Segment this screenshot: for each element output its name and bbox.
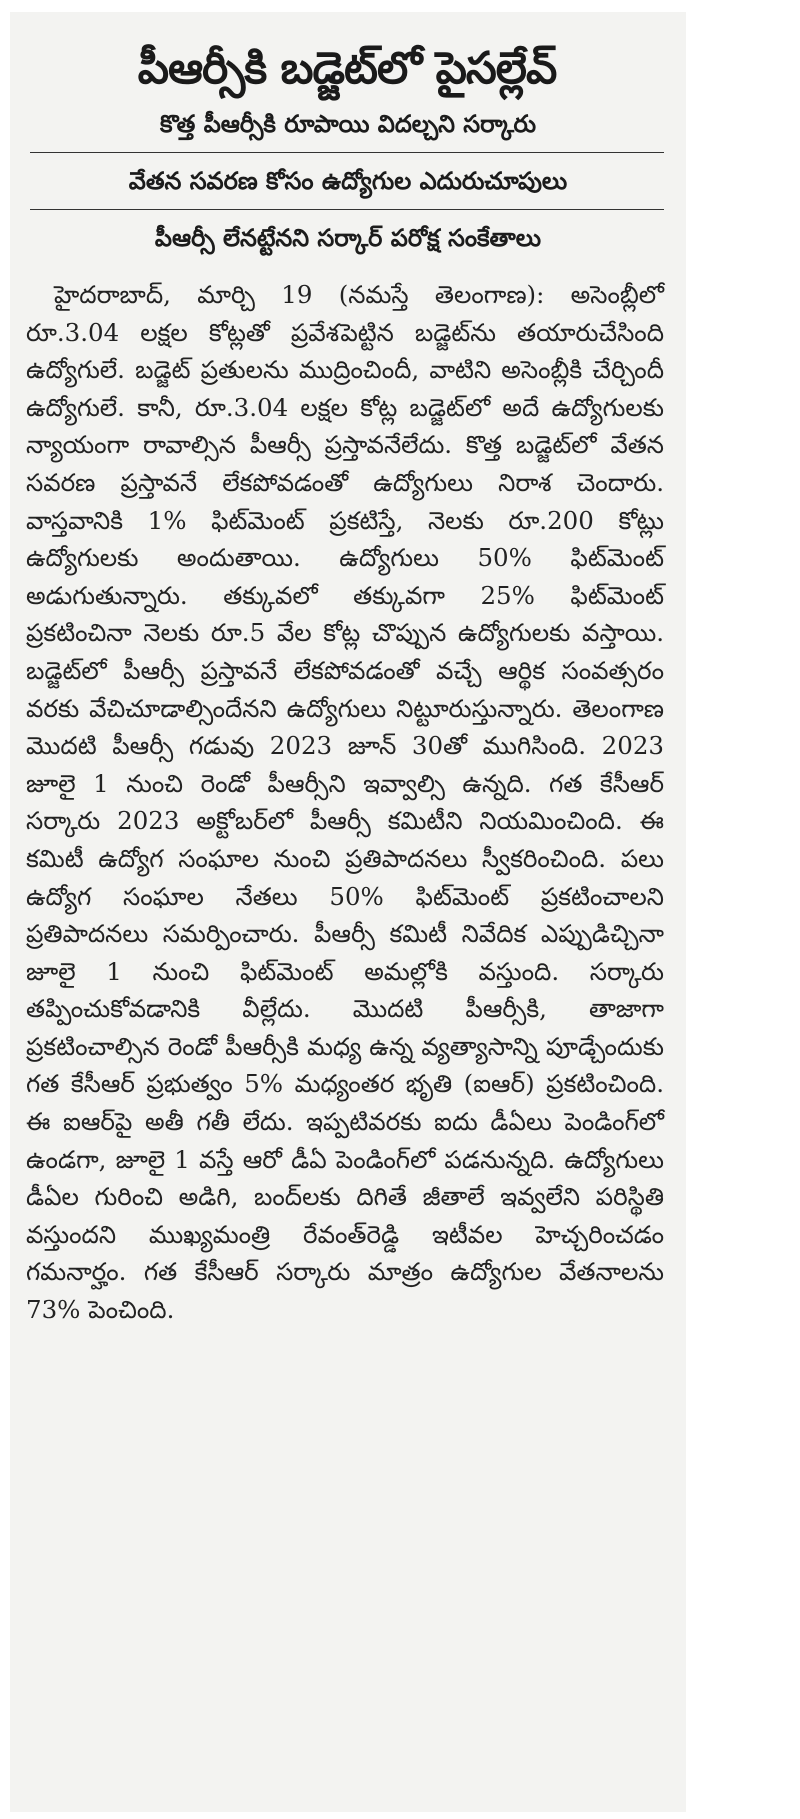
subheadline-3: పీఆర్సీ లేనట్టేనని సర్కార్ పరోక్ష సంకేతాలు <box>154 224 542 252</box>
headline: పీఆర్సీకి బడ్జెట్‌లో పైసల్లేవ్ <box>137 43 557 94</box>
newspaper-clipping <box>10 12 686 1812</box>
subheadline-1: కొత్త పీఆర్సీకి రూపాయి విదల్చని సర్కారు <box>160 110 536 138</box>
article-body <box>26 276 664 1329</box>
subheadline-2: వేతన సవరణ కోసం ఉద్యోగుల ఎదురుచూపులు <box>128 167 568 195</box>
dateline: హైదరాబాద్, మార్చి 19 (నమస్తే తెలంగాణ): <box>54 280 545 309</box>
body-text: అసెంబ్లీలో రూ.3.04 లక్షల కోట్లతో ప్రవేశపెట్టిన బడ్జెట్‌ను తయారుచేసింది ఉద్యోగులే. బడ్జెట్ ప్రతులను ముద్రించిందీ, వాటిని అసెంబ్లీకి చేర్చిందీ ఉద్యోగులే. కానీ, రూ.3.04 లక్షల కోట్ల బడ్జెట్‌లో అదే ఉద్యోగులకు న్యాయంగా రావాల్సిన పీఆర్సీ ప్రస్తావనేలేదు. కొత్త బడ్జెట్‌లో వేతన సవరణ ప్రస్తావనే లేకపోవడంతో ఉద్యోగులు నిరాశ చెందారు. వాస్తవానికి 1% ఫిట్‌మెంట్ ప్రకటిస్తే, నెలకు రూ.200 కోట్లు ఉద్యోగులకు అందుతాయి. ఉద్యోగులు 50% ఫిట్‌మెంట్ అడుగుతున్నారు. తక్కువలో తక్కువగా 25% ఫిట్‌మెంట్ ప్రకటించినా నెలకు రూ.5 వేల కోట్ల చొప్పున ఉద్యోగులకు వస్తాయి. బడ్జెట్‌లో పీఆర్సీ ప్రస్తావనే లేకపోవడంతో వచ్చే ఆర్థిక సంవత్సరం వరకు వేచిచూడాల్సిందేనని ఉద్యోగులు నిట్టూరుస్తున్నారు. తెలంగాణ మొదటి పీఆర్సీ గడువు 2023 జూన్ 30తో ముగిసింది. 2023 జూలై 1 నుంచి రెండో పీఆర్సీని ఇవ్వాల్సి ఉన్నది. గత కేసీఆర్ సర్కారు 2023 అక్టోబర్‌లో పీఆర్సీ కమిటీని నియమించింది. ఈ కమిటీ ఉద్యోగ సంఘాల నుంచి ప్రతిపాదనలు స్వీకరించింది. పలు ఉద్యోగ సంఘాల నేతలు 50% ఫిట్‌మెంట్ ప్రకటించాలని ప్రతిపాదనలు సమర్పించారు. పీఆర్సీ కమిటీ నివేదిక ఎప్పుడిచ్చినా జూలై 1 నుంచి ఫిట్‌మెంట్ అమల్లోకి వస్తుంది. సర్కారు తప్పించుకోవడానికి వీల్లేదు. మొదటి పీఆర్సీకి, తాజాగా ప్రకటించాల్సిన రెండో పీఆర్సీకి మధ్య ఉన్న వ్యత్యాసాన్ని పూడ్చేందుకు గత కేసీఆర్ ప్రభుత్వం 5% మధ్యంతర భృతి (ఐఆర్) ప్రకటించింది. ఈ ఐఆర్‌పై అతీ గతీ లేదు. ఇప్పటివరకు ఐదు డీఏలు పెండింగ్‌లో ఉండగా, జూలై 1 వస్తే ఆరో డీఏ పెండింగ్‌లో పడనున్నది. ఉద్యోగులు డీఏల గురించి అడిగి, బంద్‌లకు దిగితే జీతాలే ఇవ్వలేని పరిస్థితి వస్తుందని ముఖ్యమంత్రి రేవంత్‌రెడ్డి ఇటీవల హెచ్చరించడం గమనార్హం. గత కేసీఆర్ సర్కారు మాత్రం ఉద్యోగుల వేతనాలను 73% పెంచింది. <box>26 280 664 1325</box>
